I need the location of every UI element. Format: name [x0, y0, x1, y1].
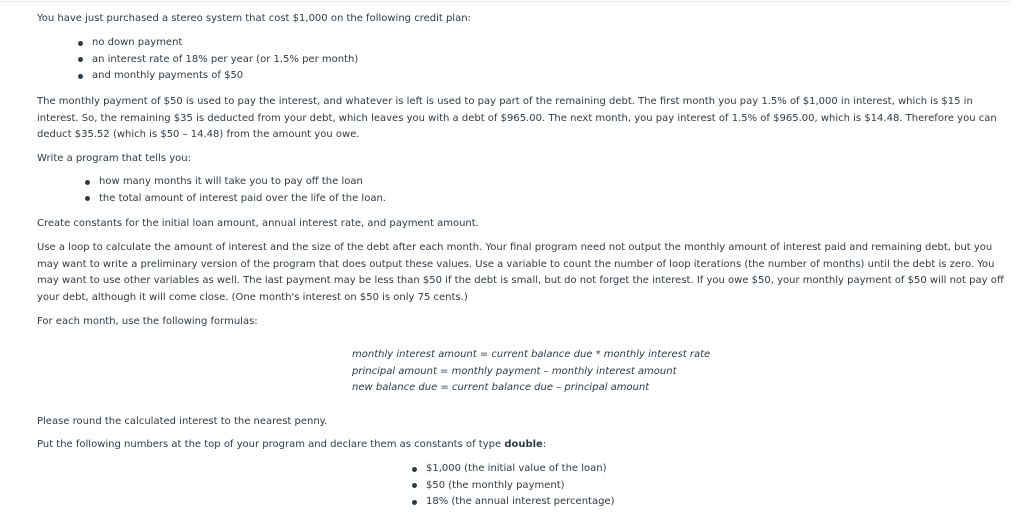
- intro-paragraph: You have just purchased a stereo system that cost $1,000 on the following credit plan:: [37, 13, 471, 24]
- formula-line: principal amount = monthly payment – monthly interest amount: [352, 365, 677, 377]
- formula-line: new balance due = current balance due – principal amount: [352, 382, 650, 393]
- constants-paragraph: Create constants for the initial loan amount, annual interest rate, and payment amount.: [37, 218, 479, 229]
- list-item: no down payment: [78, 35, 358, 52]
- list-item: $50 (the monthly payment): [412, 478, 615, 495]
- list-item: $1,000 (the initial value of the loan): [412, 461, 615, 478]
- explanation-paragraph: The monthly payment of $50 is used to pay the interest, and whatever is left is used to pay part of the remaining debt. The first month you pay 1.5% of $1,000 in interest, which is $15 in interest. So, the remaining $35 is deducted from your debt, which leaves you with a debt of $965.00. The next month, you pay interest of 1.5% of $965.00, which is $14.48. Therefore you can deduct $35.52 (which is $50 – 14.48) from the amount you owe.: [37, 96, 997, 140]
- formulas-intro: For each month, use the following formulas:: [37, 316, 258, 327]
- declare-text: Put the following numbers at the top of your program and declare them as constants of type: [37, 439, 505, 450]
- write-program-paragraph: Write a program that tells you:: [37, 153, 191, 164]
- top-divider: [0, 1, 1010, 2]
- formulas-block: [352, 347, 710, 397]
- list-item: how many months it will take you to pay off the loan: [85, 174, 386, 191]
- list-item: 18% (the annual interest percentage): [412, 494, 615, 511]
- declare-suffix: :: [542, 439, 547, 450]
- round-paragraph: Please round the calculated interest to the nearest penny.: [37, 416, 328, 427]
- list-item: the total amount of interest paid over the life of the loan.: [85, 191, 386, 208]
- declare-paragraph: [37, 437, 1012, 454]
- credit-plan-list: [78, 35, 358, 85]
- declare-type: double: [504, 439, 543, 450]
- formula-line: monthly interest amount = current balance due * monthly interest rate: [352, 349, 711, 360]
- list-item: and monthly payments of $50: [78, 68, 358, 85]
- list-item: an interest rate of 18% per year (or 1.5% per month): [78, 52, 358, 69]
- loop-paragraph: Use a loop to calculate the amount of interest and the size of the debt after each month. Your final program need not output the monthly amount of interest paid and remaining debt, but you may want to write a preliminary version of the program that does output these values. Use a variable to count the number of loop iterations (the number of months) until the debt is zero. You may want to use other variables as well. The last payment may be less than $50 if the debt is small, but do not forget the interest. If you owe $50, your monthly payment of $50 will not pay off your debt, although it will come close. (One month's interest on $50 is only 75 cents.): [37, 242, 1004, 303]
- constants-list: [412, 461, 615, 511]
- program-requirements-list: [85, 174, 386, 207]
